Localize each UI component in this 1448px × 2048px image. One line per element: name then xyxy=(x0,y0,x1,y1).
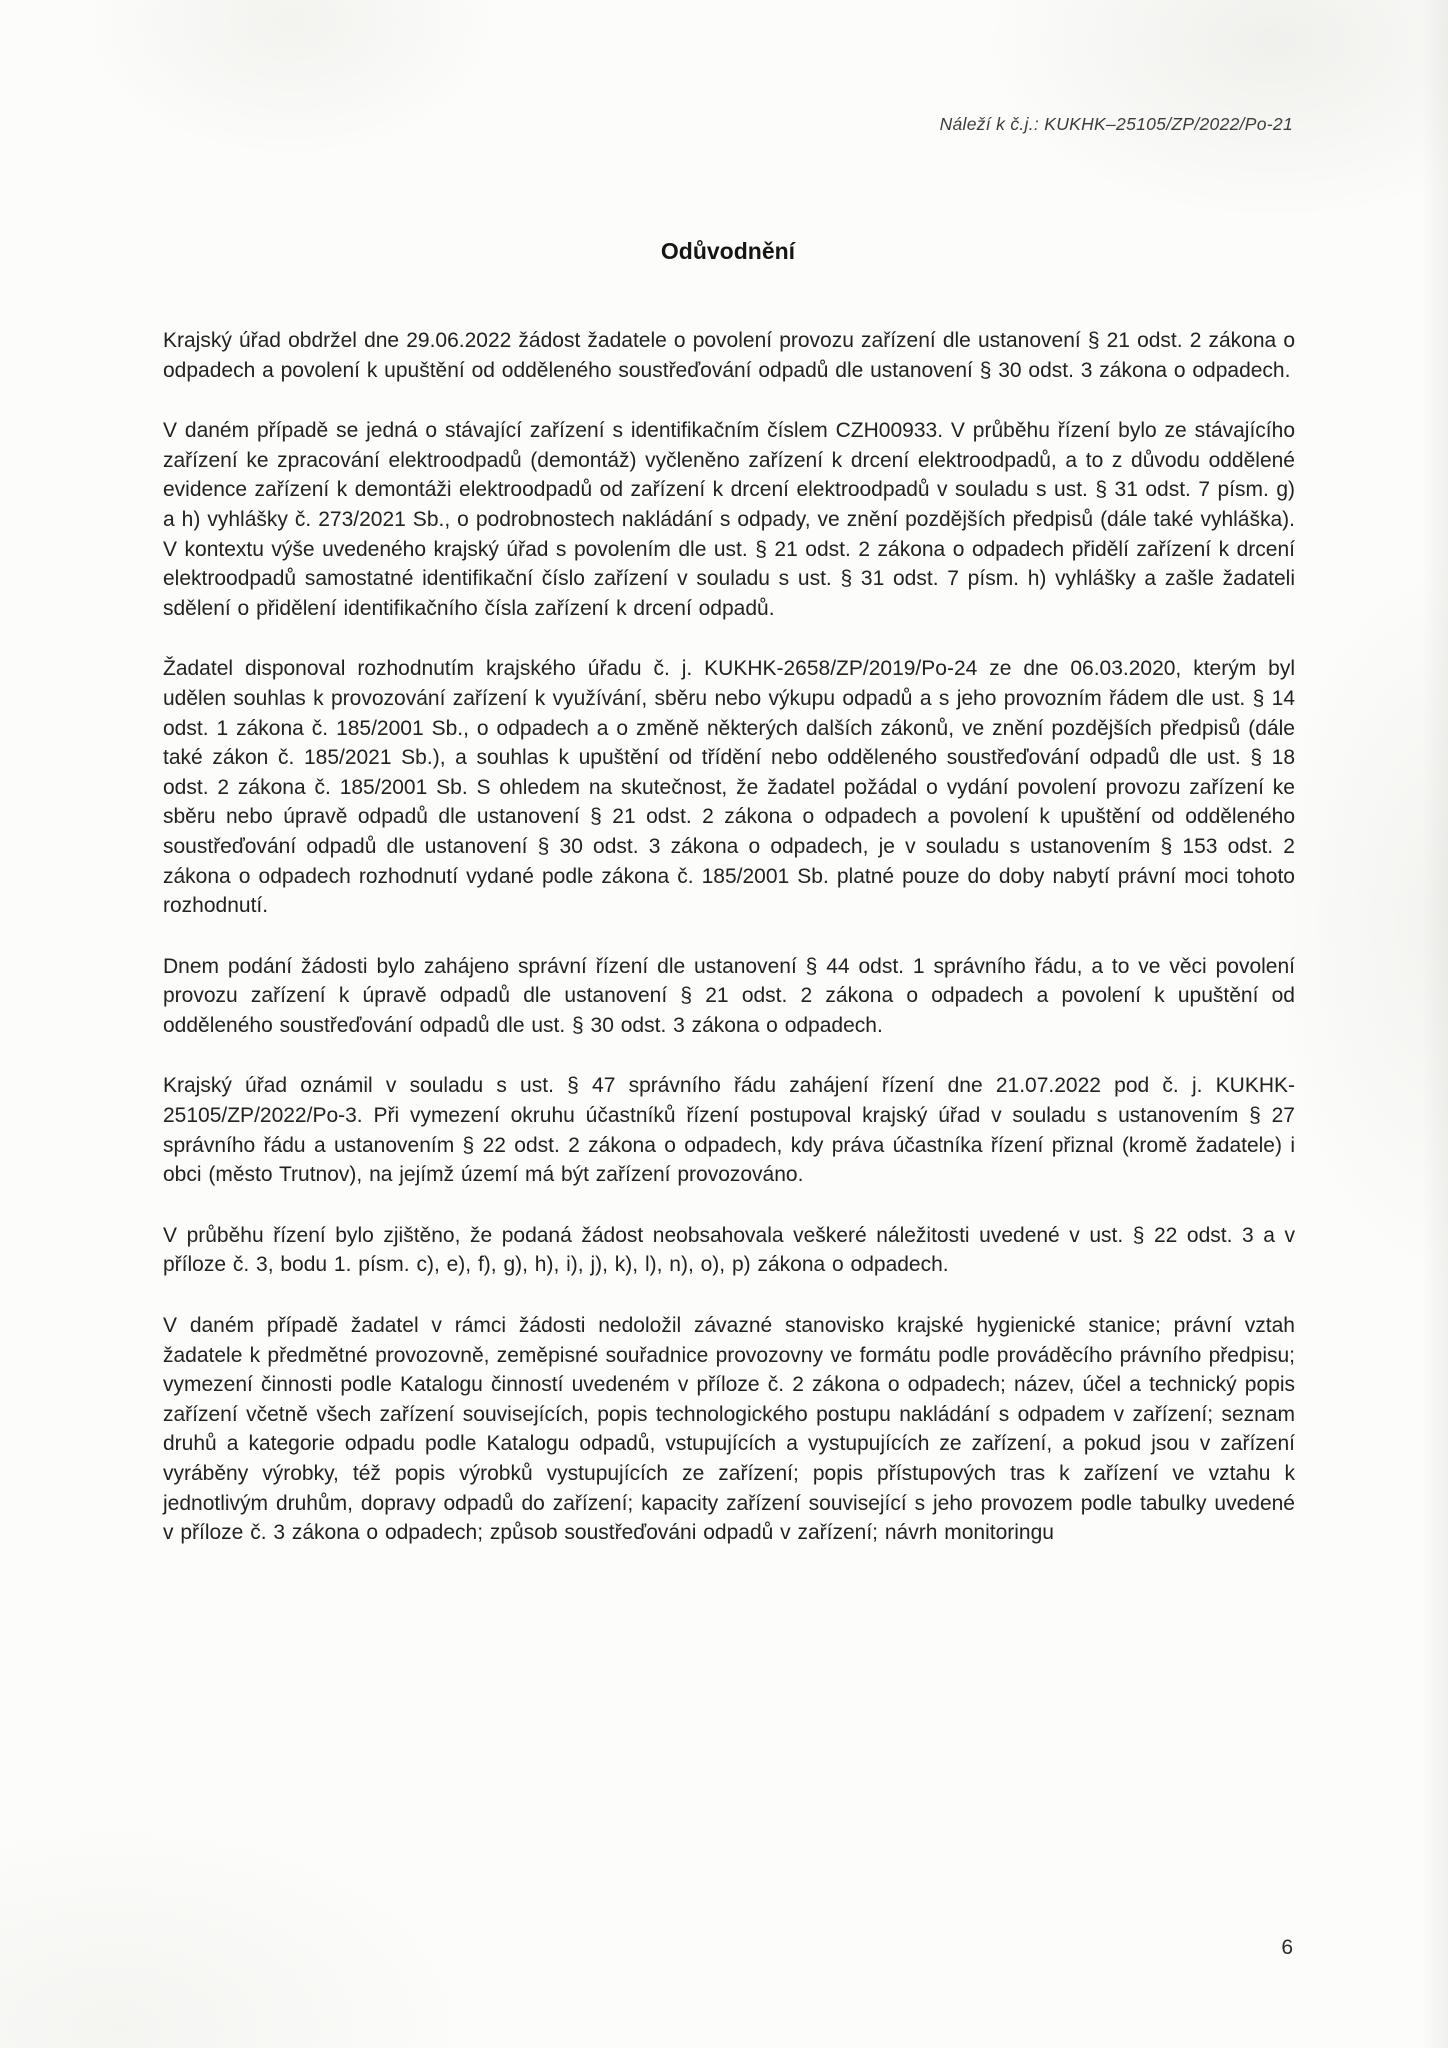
paragraph-missing-documents: V daném případě žadatel v rámci žádosti nedoložil závazné stanovisko krajské hygienické stanice; právní vztah žadatele k předmětné provozovně, zeměpisné souřadnice provozovny ve formátu podle prováděcího právního předpisu; vymezení činnosti podle Katalogu činností uvedeném v příloze č. 2 zákona o odpadech; název, účel a technický popis zařízení včetně všech zařízení souvisejících, popis technologického postupu nakládání s odpadem v zařízení; seznam druhů a kategorie odpadu podle Katalogu odpadů, vstupujících a vystupujících ze zařízení, a pokud jsou v zařízení vyráběny výrobky, též popis výrobků vystupujících ze zařízení; popis přístupových tras k zařízení ve vztahu k jednotlivým druhům, dopravy odpadů do zařízení; kapacity zařízení související s jeho provozem podle tabulky uvedené v příloze č. 3 zákona o odpadech; způsob soustřeďováni odpadů v zařízení; návrh monitoringu xyxy=(163,1314,1295,1545)
page-title: Odůvodnění xyxy=(660,238,796,264)
paragraph-notification: Krajský úřad oznámil v souladu s ust. § 47 správního řádu zahájení řízení dne 21.07.2022 pod č. j. KUKHK-25105/ZP/2022/Po-3. Při vymezení okruhu účastníků řízení postupoval krajský úřad v souladu s ustanovením § 27 správního řádu a ustanovením § 22 odst. 2 zákona o odpadech, kdy práva účastníka řízení přiznal (kromě žadatele) i obci (město Trutnov), na jejímž území má být zařízení provozováno. xyxy=(163,1074,1295,1187)
paragraph-previous-decision: Žadatel disponoval rozhodnutím krajského úřadu č. j. KUKHK-2658/ZP/2019/Po-24 ze dne 06.03.2020, kterým byl udělen souhlas k provozování zařízení k využívání, sběru nebo výkupu odpadů a s jeho provozním řádem dle ust. § 14 odst. 1 zákona č. 185/2001 Sb., o odpadech a o změně některých dalších zákonů, ve znění pozdějších předpisů (dále také zákon č. 185/2021 Sb.), a souhlas k upuštění od třídění nebo odděleného soustřeďování odpadů dle ust. § 18 odst. 2 zákona č. 185/2001 Sb. S ohledem na skutečnost, že žadatel požádal o vydání povolení provozu zařízení ke sběru nebo úpravě odpadů dle ustanovení § 21 odst. 2 zákona o odpadech a povolení k upuštění od odděleného soustřeďování odpadů dle ustanovení § 30 odst. 3 zákona o odpadech, je v souladu s ustanovením § 153 odst. 2 zákona o odpadech rozhodnutí vydané podle zákona č. 185/2001 Sb. platné pouze do doby nabytí právní moci tohoto rozhodnutí. xyxy=(163,657,1295,918)
paragraph-missing-requirements: V průběhu řízení bylo zjištěno, že podaná žádost neobsahovala veškeré náležitosti uvedené v ust. § 22 odst. 3 a v příloze č. 3, bodu 1. písm. c), e), f), g), h), i), j), k), l), n), o), p) zákona o odpadech. xyxy=(163,1223,1295,1277)
paragraph-received-application: Krajský úřad obdržel dne 29.06.2022 žádost žadatele o povolení provozu zařízení dle ustanovení § 21 odst. 2 zákona o odpadech a povolení k upuštění od odděleného soustřeďování odpadů dle ustanovení § 30 odst. 3 zákona o odpadech. xyxy=(163,329,1295,382)
page-number: 6 xyxy=(1281,1936,1293,1959)
document-body xyxy=(163,326,1295,1579)
paragraph-existing-facility: V daném případě se jedná o stávající zařízení s identifikačním číslem CZH00933. V průběhu řízení bylo ze stávajícího zařízení ke zpracování elektroodpadů (demontáž) vyčleněno zařízení k drcení elektroodpadů, a to z důvodu oddělené evidence zařízení k demontáži elektroodpadů od zařízení k drcení elektroodpadů v souladu s ust. § 31 odst. 7 písm. g) a h) vyhlášky č. 273/2021 Sb., o podrobnostech nakládání s odpady, ve znění pozdějších předpisů (dále také vyhláška). V kontextu výše uvedeného krajský úřad s povolením dle ust. § 21 odst. 2 zákona o odpadech přidělí zařízení k drcení elektroodpadů samostatné identifikační číslo zařízení v souladu s ust. § 31 odst. 7 písm. h) vyhlášky a zašle žadateli sdělení o přidělení identifikačního čísla zařízení k drcení odpadů. xyxy=(163,419,1295,620)
reference-number: Náleží k č.j.: KUKHK–25105/ZP/2022/Po-21 xyxy=(939,114,1293,134)
paragraph-proceeding-started: Dnem podání žádosti bylo zahájeno správní řízení dle ustanovení § 44 odst. 1 správního řádu, a to ve věci povolení provozu zařízení k úpravě odpadů dle ustanovení § 21 odst. 2 zákona o odpadech a povolení k upuštění od odděleného soustřeďování odpadů dle ust. § 30 odst. 3 zákona o odpadech. xyxy=(163,954,1295,1037)
